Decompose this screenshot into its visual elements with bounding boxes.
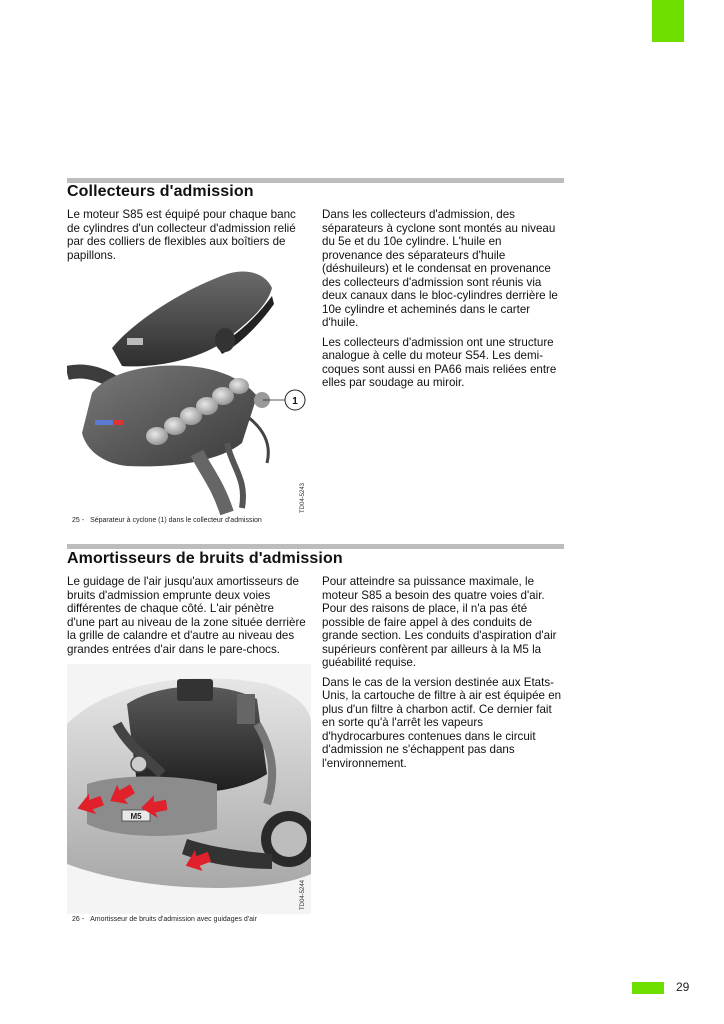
section-title-collecteurs: Collecteurs d'admission bbox=[67, 183, 254, 200]
section2-right-text bbox=[322, 575, 566, 776]
section-rule-2 bbox=[67, 544, 564, 549]
section2-right-paragraph-1: Pour atteindre sa puissance maximale, le moteur S85 a besoin des quatre voies d'air. Pour des raisons de place, il n'a pas été possible de faire appel à des conduits de grande section. Les conduits d'aspiration d'air supérieurs confèrent par ailleurs à la M5 la guéabilité requise. bbox=[322, 575, 557, 669]
figure-number-26: 26 - bbox=[72, 916, 85, 923]
section1-right-paragraph-2: Les collecteurs d'admission ont une structure analogue à celle du moteur S54. Les demi- coques sont aussi en PA66 mais reliées entre elles par soudage au miroir. bbox=[322, 335, 557, 389]
figure-code-1: TD04-5243 bbox=[300, 482, 306, 513]
section1-left-paragraph: Le moteur S85 est équipé pour chaque banc de cylindres d'un collecteur d'admission relié par des colliers de flexibles aux boîtiers de papillons. bbox=[67, 208, 296, 262]
figure-engine-bay bbox=[67, 664, 311, 914]
intake-manifold-illustration bbox=[67, 268, 311, 518]
section1-left-text bbox=[67, 208, 313, 268]
chapter-tab-marker bbox=[652, 0, 684, 42]
section1-right-text bbox=[322, 208, 566, 396]
section2-left-paragraph: Le guidage de l'air jusqu'aux amortisseurs de bruits d'admission emprunte deux voies différentes de chaque côté. L'air pénètre d'une part au niveau de la zone située derrière la grille de calandre et d'autre au niveau des grandes entrées d'air dans le pare-chocs. bbox=[67, 575, 306, 656]
figure-caption-26 bbox=[72, 916, 257, 923]
section1-right-paragraph-1: Dans les collecteurs d'admission, des séparateurs à cyclone sont montés au niveau du 5e et du 10e cylindre. L'huile en provenance des séparateurs d'huile (déshuileurs) et le condensat en provenance des collecteurs d'admission sont réunis via deux canaux dans le bloc-cylindres derrière le 10e cylindre et acheminés dans le carter d'huile. bbox=[322, 208, 558, 329]
figure-number-25: 25 - bbox=[72, 517, 85, 524]
section2-left-text bbox=[67, 575, 313, 662]
figure-code-2: TD04-5244 bbox=[300, 879, 306, 910]
page-marker bbox=[632, 982, 664, 994]
page-number: 29 bbox=[676, 980, 690, 994]
engine-bay-illustration bbox=[67, 664, 311, 914]
figure-caption-text-25: Séparateur à cyclone (1) dans le collecteur d'admission bbox=[90, 517, 262, 524]
figure-caption-text-26: Amortisseur de bruits d'admission avec guidages d'air bbox=[90, 916, 257, 923]
section2-right-paragraph-2: Dans le cas de la version destinée aux Etats- Unis, la cartouche de filtre à air est équipée en plus d'un filtre à charbon actif. Ce dernier fait en sorte qu'à l'arrêt les vapeurs d'hydrocarbures contenues dans le circuit d'admission ne s'échappent pas dans l'environnement. bbox=[322, 675, 562, 770]
figure-intake-manifold bbox=[67, 268, 311, 518]
license-plate-text: M5 bbox=[130, 812, 142, 821]
figure-caption-25 bbox=[72, 517, 262, 524]
section-title-amortisseurs: Amortisseurs de bruits d'admission bbox=[67, 550, 343, 567]
callout-number-1: 1 bbox=[292, 396, 298, 407]
